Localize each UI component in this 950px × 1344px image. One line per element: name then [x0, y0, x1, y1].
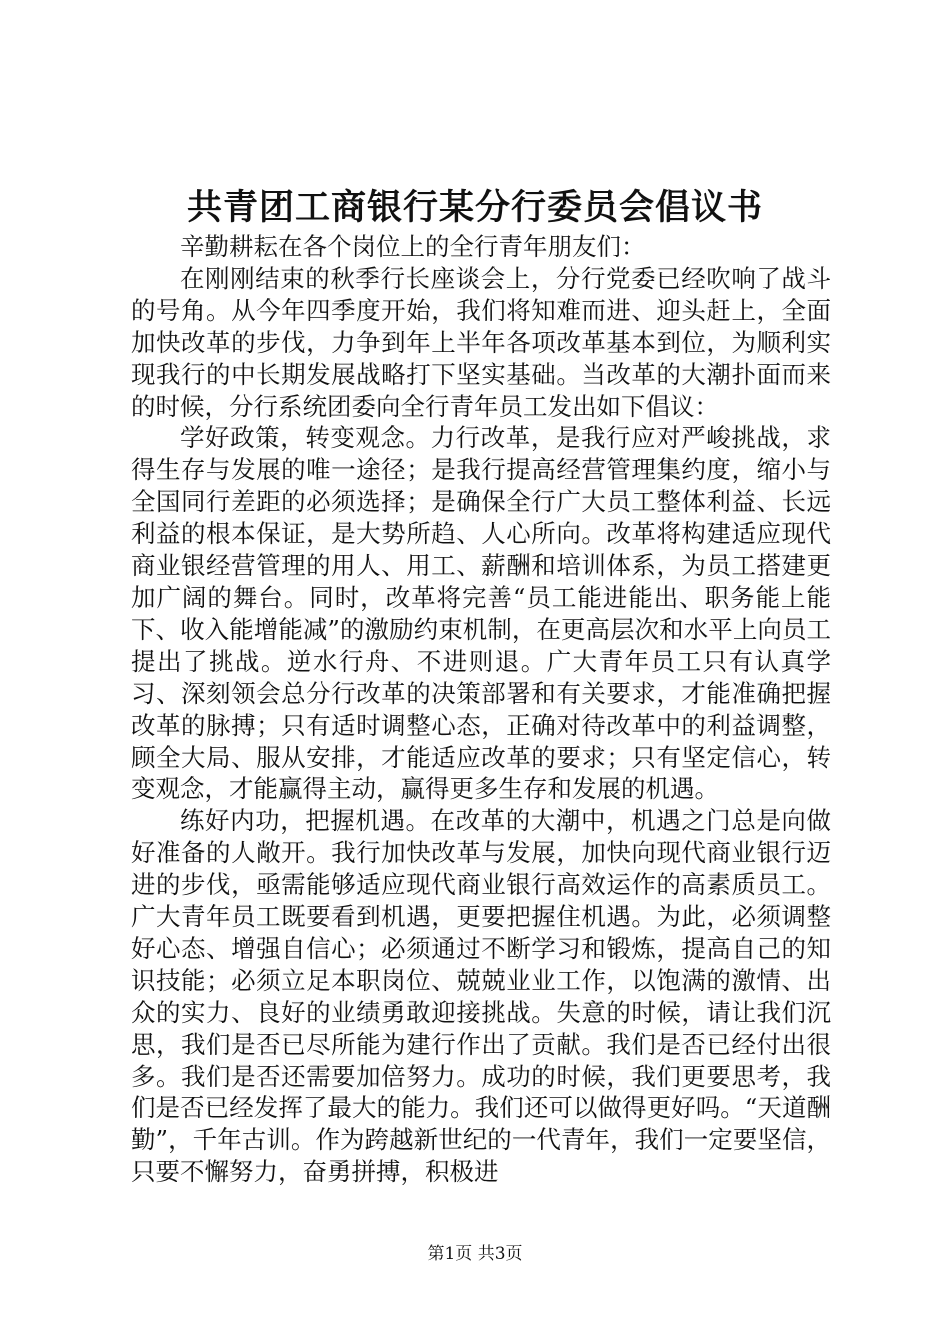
document-body	[131, 231, 831, 1188]
opportunity-paragraph: 练好内功，把握机遇。在改革的大潮中，机遇之门总是向做好准备的人敞开。我行加快改革与发展，加快向现代商业银行迈进的步伐，亟需能够适应现代商业银行高效运作的高素质员工。广大青年员工既要看到机遇，更要把握住机遇。为此，必须调整好心态、增强自信心；必须通过不断学习和锻炼，提高自己的知识技能；必须立足本职岗位、兢兢业业工作，以饱满的激情、出众的实力、良好的业绩勇敢迎接挑战。失意的时候，请让我们沉思，我们是否已尽所能为建行作出了贡献。我们是否已经付出很多。我们是否还需要加倍努力。成功的时候，我们更要思考，我们是否已经发挥了最大的能力。我们还可以做得更好吗。“天道酬勤”，千年古训。作为跨越新世纪的一代青年，我们一定要坚信，只要不懈努力，奋勇拼搏，积极进	[131, 806, 831, 1187]
page-number-footer: 第1页 共3页	[427, 1244, 523, 1264]
intro-paragraph: 在刚刚结束的秋季行长座谈会上，分行党委已经吹响了战斗的号角。从今年四季度开始，我们将知难而进、迎头赶上，全面加快改革的步伐，力争到年上半年各项改革基本到位，为顺利实现我行的中长期发展战略打下坚实基础。当改革的大潮扑面而来的时候，分行系统团委向全行青年员工发出如下倡议：	[131, 263, 831, 421]
document-title: 共青团工商银行某分行委员会倡议书	[186, 187, 763, 228]
salutation-paragraph: 辛勤耕耘在各个岗位上的全行青年朋友们：	[180, 232, 646, 261]
policy-paragraph: 学好政策，转变观念。力行改革，是我行应对严峻挑战，求得生存与发展的唯一途径；是我行提高经营管理集约度，缩小与全国同行差距的必须选择；是确保全行广大员工整体利益、长远利益的根本保证，是大势所趋、人心所向。改革将构建适应现代商业银经营管理的用人、用工、薪酬和培训体系，为员工搭建更加广阔的舞台。同时，改革将完善“员工能进能出、职务能上能下、收入能增能减”的激励约束机制，在更高层次和水平上向员工提出了挑战。逆水行舟、不进则退。广大青年员工只有认真学习、深刻领会总分行改革的决策部署和有关要求，才能准确把握改革的脉搏；只有适时调整心态，正确对待改革中的利益调整，顾全大局、服从安排，才能适应改革的要求；只有坚定信心，转变观念，才能赢得主动，赢得更多生存和发展的机遇。	[131, 423, 831, 804]
